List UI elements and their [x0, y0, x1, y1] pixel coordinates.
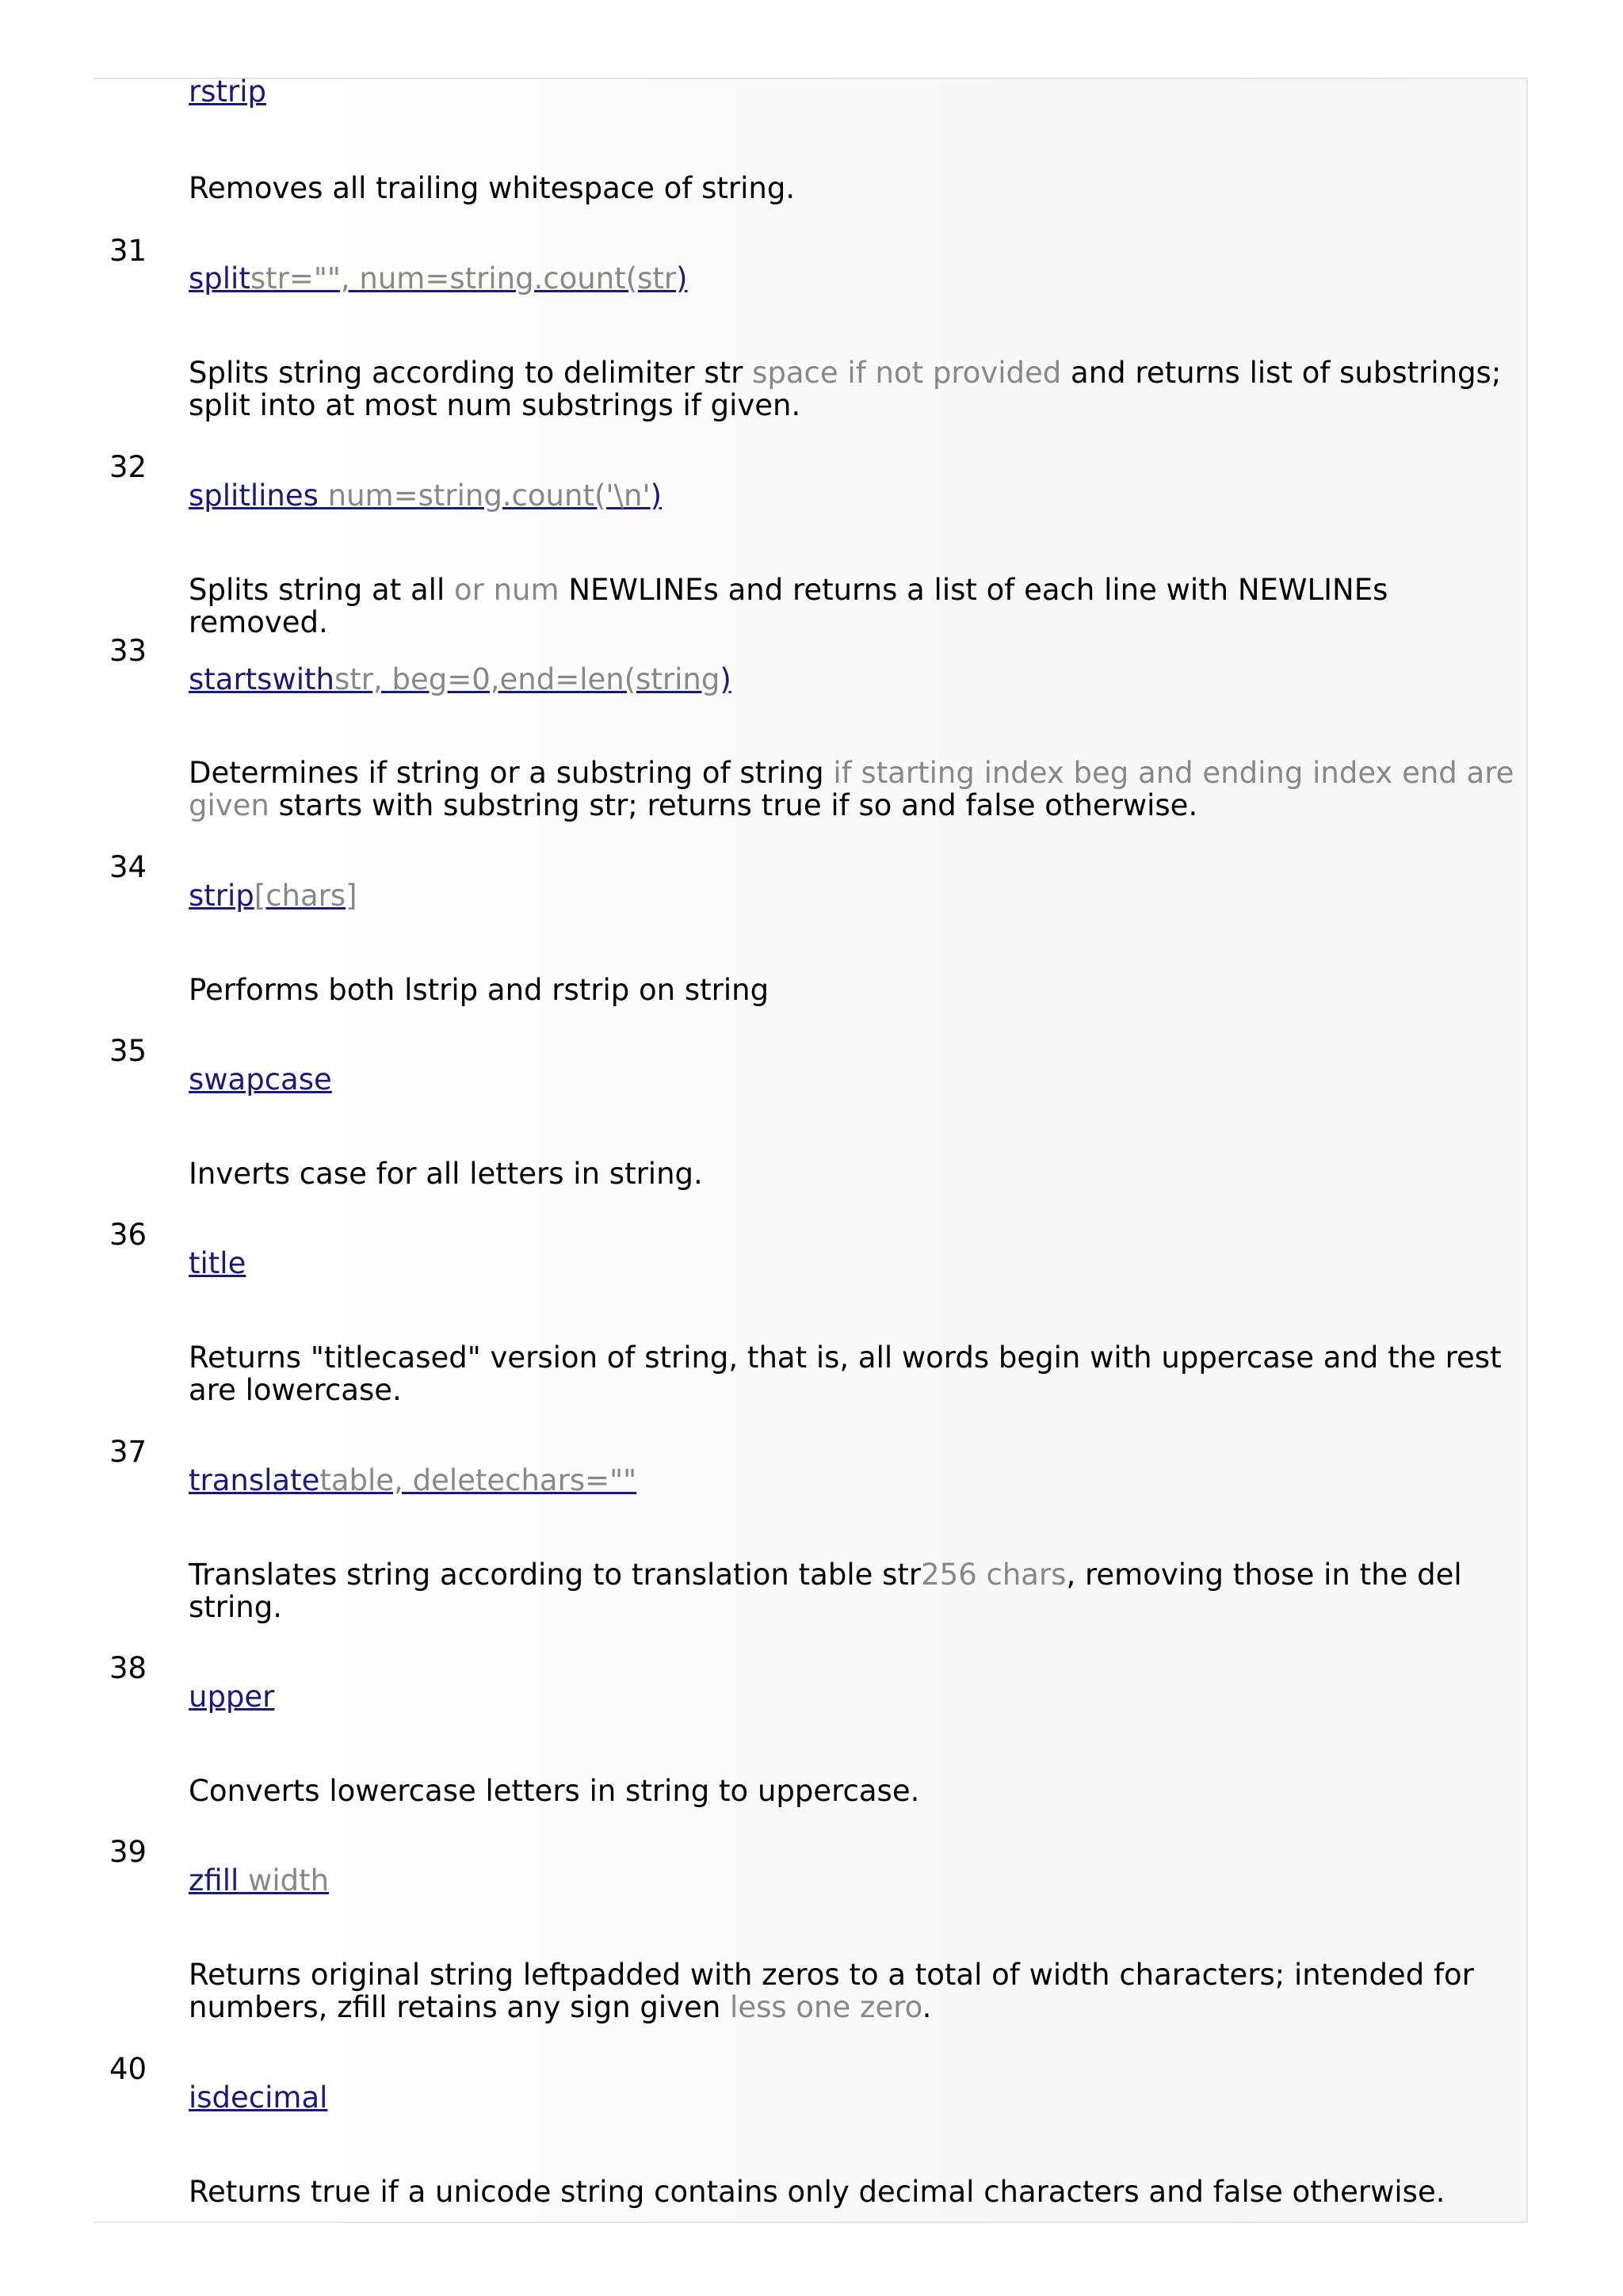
method-description — [189, 1158, 1520, 1190]
method-link-isdecimal[interactable] — [189, 2081, 327, 2115]
description-text: , removing those in the del string. — [189, 1558, 1462, 1624]
row-number: 38 — [109, 1651, 147, 1685]
method-signature — [189, 1464, 636, 1497]
description-text: starts with substring str; returns true if so and false otherwise. — [269, 788, 1198, 822]
method-description — [189, 757, 1520, 822]
description-text: Returns true if a unicode string contains only decimal characters and false otherwise. — [189, 2175, 1445, 2209]
method-name: rstrip — [189, 74, 266, 109]
row-number: 36 — [109, 1218, 147, 1252]
row-number: 31 — [109, 234, 147, 268]
description-text: Returns "titlecased" version of string, that is, all words begin with uppercase and the rest are lowercase. — [189, 1341, 1502, 1407]
method-signature — [189, 663, 731, 696]
method-name: swapcase — [189, 1062, 332, 1097]
description-text: Removes all trailing whitespace of string. — [189, 171, 796, 205]
method-name: split — [189, 261, 250, 296]
method-args: str="", num=string.count(str — [250, 261, 677, 296]
method-name: upper — [189, 1680, 275, 1714]
method-args: str, beg=0,end=len(string — [334, 662, 720, 696]
method-args-close: ) — [650, 479, 663, 513]
description-text: Splits string according to delimiter str — [189, 356, 753, 390]
row-number: 35 — [109, 1034, 147, 1068]
method-description — [189, 1775, 1520, 1807]
method-description — [189, 574, 1520, 639]
row-number: 32 — [109, 450, 147, 484]
description-text: Converts lowercase letters in string to uppercase. — [189, 1774, 920, 1808]
method-args: width — [239, 1863, 330, 1897]
optional-note: less one zero — [730, 1990, 922, 2024]
method-args-close: ) — [676, 261, 688, 296]
method-link-zfill[interactable] — [189, 1863, 329, 1897]
method-link-startswith[interactable] — [189, 662, 731, 696]
method-signature — [189, 1247, 246, 1280]
optional-note: if starting index beg and ending index end are given — [189, 756, 1514, 822]
description-text: and returns list of substrings; split into at most num substrings if given. — [189, 356, 1502, 422]
method-signature — [189, 479, 662, 513]
row-number: 33 — [109, 634, 147, 668]
description-text: NEWLINEs and returns a list of each line with NEWLINEs removed. — [189, 573, 1388, 639]
method-link-swapcase[interactable] — [189, 1062, 332, 1097]
optional-note: or num — [454, 573, 559, 607]
description-text: Translates string according to translation table str — [189, 1558, 922, 1592]
method-description — [189, 172, 1520, 204]
method-args-close: ) — [720, 662, 731, 696]
description-text: Determines if string or a substring of string — [189, 756, 834, 790]
description-text: Inverts case for all letters in string. — [189, 1157, 703, 1191]
description-text: Returns original string leftpadded with zeros to a total of width characters; intended for numbers, zfill retains any sign given — [189, 1958, 1474, 2024]
row-number: 40 — [109, 2052, 147, 2086]
method-link-split[interactable] — [189, 261, 688, 296]
description-text: . — [922, 1990, 932, 2024]
method-name: splitlines — [189, 479, 319, 513]
method-signature — [189, 879, 357, 913]
method-signature — [189, 1680, 274, 1714]
method-description — [189, 1341, 1520, 1406]
method-name: isdecimal — [189, 2081, 328, 2115]
method-link-translate[interactable] — [189, 1463, 636, 1497]
method-description — [189, 974, 1520, 1006]
method-name: translate — [189, 1463, 320, 1497]
method-link-rstrip[interactable] — [189, 74, 266, 109]
description-text: Performs both lstrip and rstrip on string — [189, 973, 769, 1007]
method-description — [189, 2176, 1520, 2208]
method-description — [189, 357, 1520, 421]
optional-note: 256 chars — [921, 1558, 1067, 1592]
description-text: Splits string at all — [189, 573, 454, 607]
row-number: 39 — [109, 1835, 147, 1869]
method-name: startswith — [189, 662, 334, 696]
method-link-strip[interactable] — [189, 879, 357, 913]
method-signature — [189, 75, 266, 109]
method-args: num=string.count('\n' — [318, 479, 651, 513]
method-name: zfill — [189, 1863, 239, 1897]
method-description — [189, 1558, 1520, 1623]
method-signature — [189, 2081, 327, 2115]
method-link-splitlines[interactable] — [189, 479, 662, 513]
method-description — [189, 1958, 1520, 2023]
row-number: 37 — [109, 1435, 147, 1469]
method-link-upper[interactable] — [189, 1680, 274, 1714]
row-number: 34 — [109, 850, 147, 884]
method-signature — [189, 1063, 332, 1097]
method-link-title[interactable] — [189, 1246, 246, 1280]
optional-note: space if not provided — [752, 356, 1062, 390]
method-args: [chars] — [254, 879, 357, 913]
method-signature — [189, 1864, 329, 1897]
method-name: title — [189, 1246, 246, 1280]
method-args: table, deletechars="" — [319, 1463, 637, 1497]
method-signature — [189, 262, 688, 296]
method-name: strip — [189, 879, 254, 913]
